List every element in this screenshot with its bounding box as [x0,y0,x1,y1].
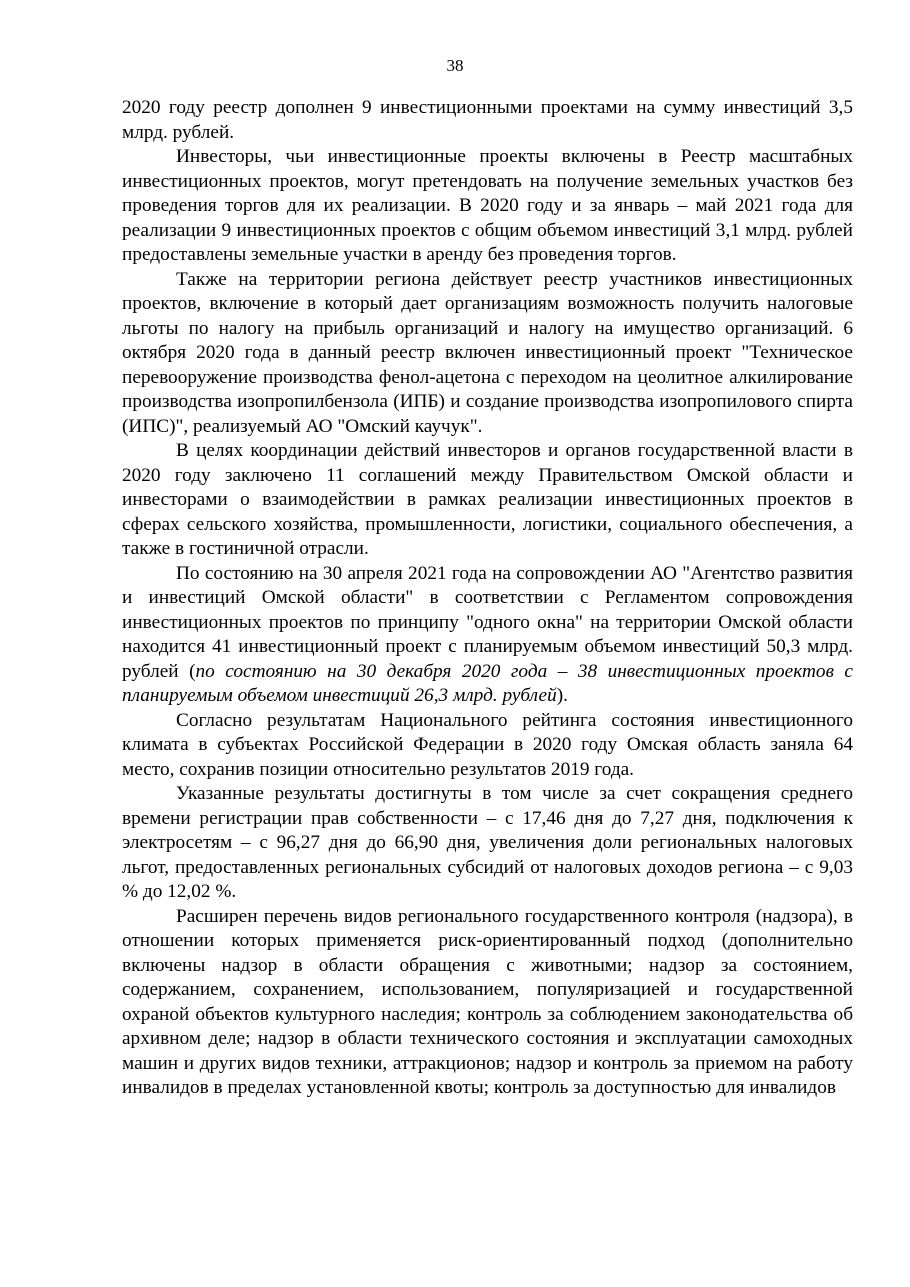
paragraph-agency-support-end: ). [556,685,568,706]
paragraph-national-rating: Согласно результатам Национального рейтинга состояния инвестиционного климата в субъектах Российской Федерации в 2020 году Омская область заняла 64 место, сохранив позиции относительно результатов 2019 года. [122,709,853,780]
paragraph-tax-benefits-registry: Также на территории региона действует реестр участников инвестиционных проектов, включение в который дает организациям возможность получить налоговые льготы по налогу на прибыль организаций и налогу на имущество организаций. 6 октября 2020 года в данный реестр включен инвестиционный проект "Техническое перевооружение производства фенол-ацетона с переходом на цеолитное алкилирование производства изопропилбензола (ИПБ) и создание производства изопропилового спирта (ИПС)", реализуемый АО "Омский каучук". [122,268,853,437]
paragraph-land-plots: Инвесторы, чьи инвестиционные проекты включены в Реестр масштабных инвестиционных проектов, могут претендовать на получение земельных участков без проведения торгов для их реализации. В 2020 году и за январь – май 2021 года для реализации 9 инвестиционных проектов с общим объемом инвестиций 3,1 млрд. рублей предоставлены земельные участки в аренду без проведения торгов. [122,146,853,265]
paragraph-results: Указанные результаты достигнуты в том числе за счет сокращения среднего времени регистрации прав собственности – с 17,46 дня до 7,27 дня, подключения к электросетям – с 96,27 дня до 66,90 дня, увеличения доли региональных налоговых льгот, предоставленных региональных субсидий от налоговых доходов региона – с 9,03 % до 12,02 %. [122,783,853,902]
page-number: 38 [446,56,464,75]
paragraph-control-types: Расширен перечень видов регионального государственного контроля (надзора), в отношении которых применяется риск-ориентированный подход (дополнительно включены надзор в области обращения с животными; надзор за состоянием, содержанием, сохранением, использованием, популяризацией и государственной охраной объектов культурного наследия; контроль за соблюдением законодательства об архивном деле; надзор в области технического состояния и эксплуатации самоходных машин и других видов техники, аттракционов; надзор и контроль за приемом на работу инвалидов в пределах установленной квоты; контроль за доступностью для инвалидов [122,905,853,1098]
paragraph-continuation: 2020 году реестр дополнен 9 инвестиционными проектами на сумму инвестиций 3,5 млрд. рублей. [122,97,853,143]
paragraph-agreements: В целях координации действий инвесторов и органов государственной власти в 2020 году заключено 11 соглашений между Правительством Омской области и инвесторами о взаимодействии в рамках реализации инвестиционных проектов в сферах сельского хозяйства, промышленности, логистики, социального обеспечения, а также в гостиничной отрасли. [122,440,853,559]
paragraph-agency-support [122,562,853,709]
document-body [122,96,853,1101]
paragraph-agency-support-main: По состоянию на 30 апреля 2021 года на сопровождении АО "Агентство развития и инвестиций Омской области" в соответствии с Регламентом сопровождения инвестиционных проектов по принципу "одного окна" на территории Омской области находится 41 инвестиционный проект с планируемым объемом инвестиций 50,3 млрд. рублей ( [122,562,853,682]
paragraph-agency-support-note: по состоянию на 30 декабря 2020 года – 38 инвестиционных проектов с планируемым объемом инвестиций 26,3 млрд. рублей [122,660,853,706]
